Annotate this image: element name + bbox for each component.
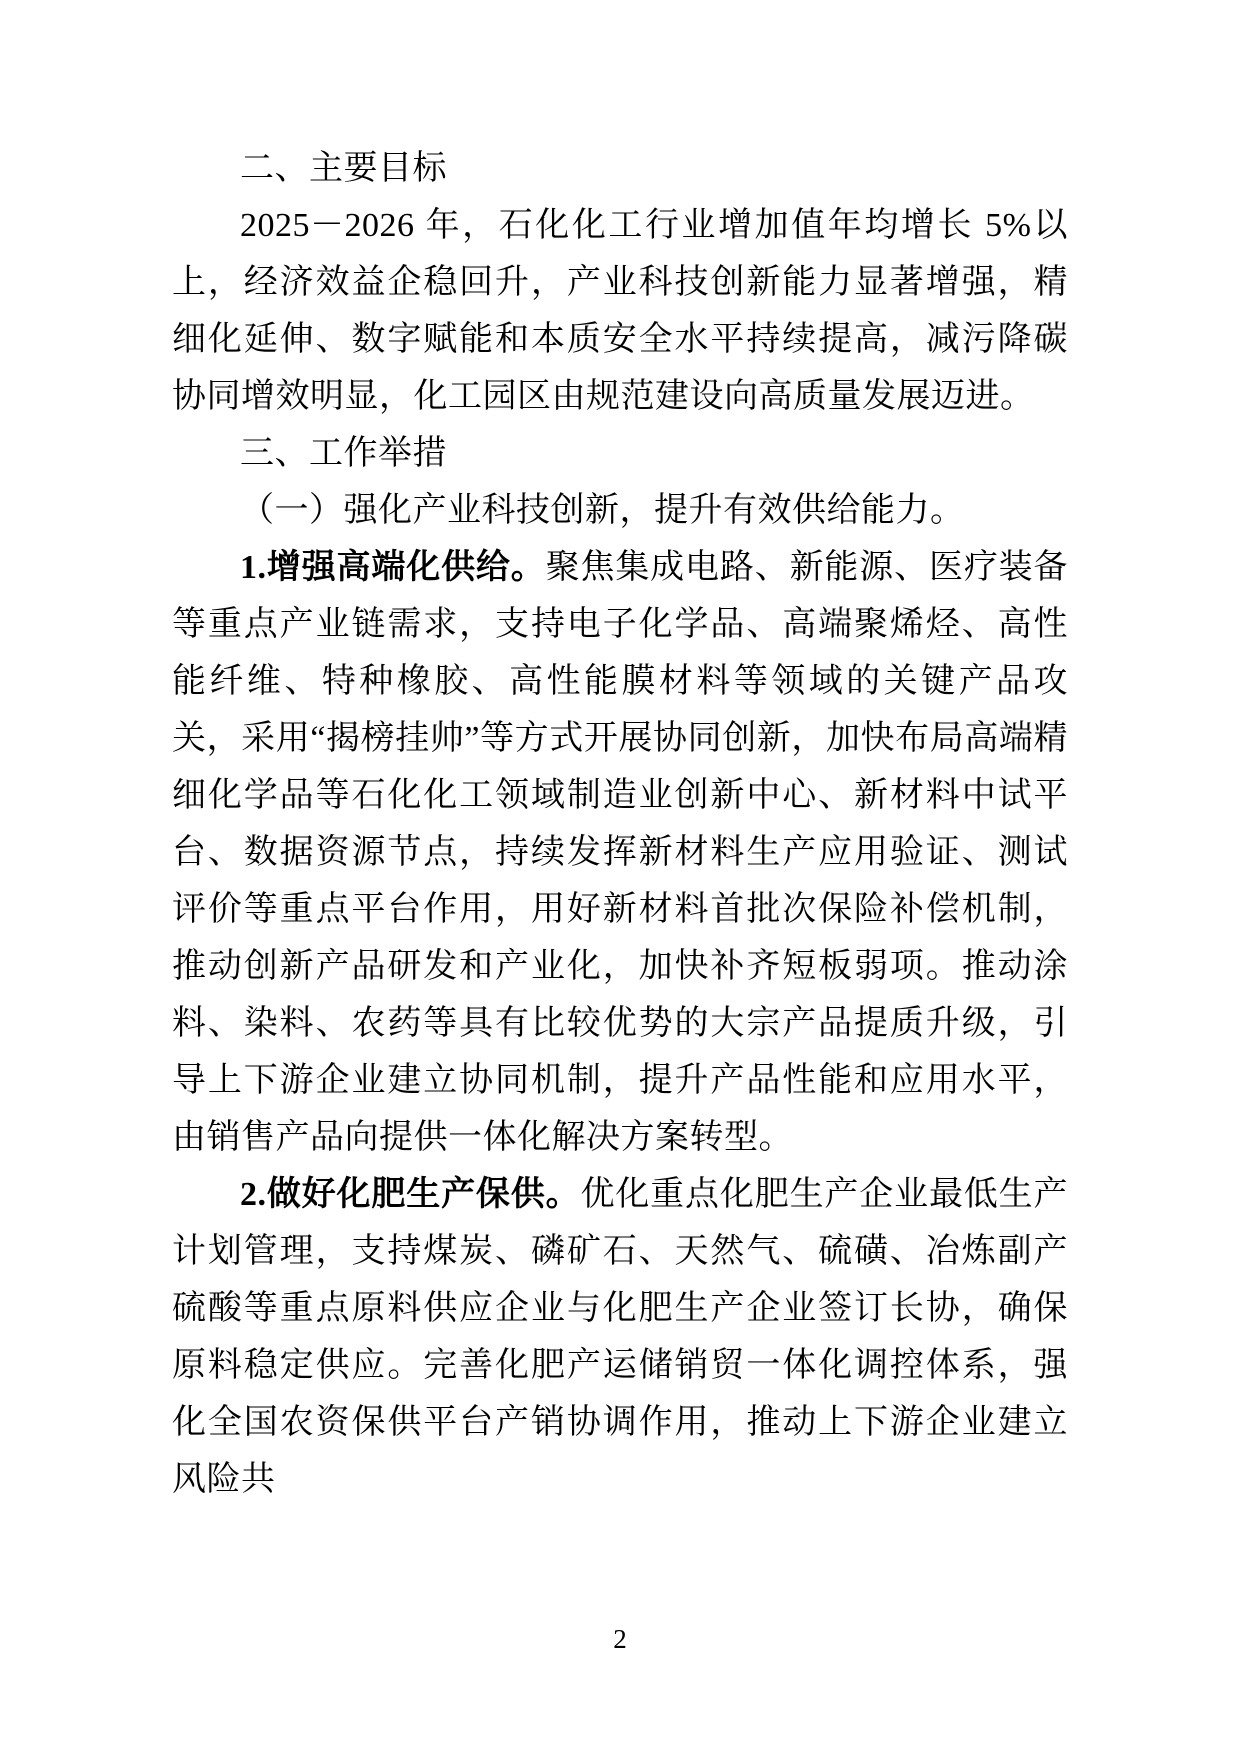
measure-2-lead: 2.做好化肥生产保供。	[240, 1176, 581, 1213]
section-heading-work-measures: 三、工作举措	[240, 434, 447, 472]
document-body	[172, 140, 1068, 1508]
measure-1-paragraph	[172, 539, 1068, 1166]
section-heading-main-goals: 二、主要目标	[240, 149, 447, 187]
measure-2-paragraph	[172, 1166, 1068, 1508]
measure-1-text: 聚焦集成电路、新能源、医疗装备等重点产业链需求，支持电子化学品、高端聚烯烃、高性能纤维、特种橡胶、高性能膜材料等领域的关键产品攻关，采用“揭榜挂帅”等方式开展协同创新，加快布局高端精细化学品等石化化工领域制造业创新中心、新材料中试平台、数据资源节点，持续发挥新材料生产应用验证、测试评价等重点平台作用，用好新材料首批次保险补偿机制，推动创新产品研发和产业化，加快补齐短板弱项。推动涂料、染料、农药等具有比较优势的大宗产品提质升级，引导上下游企业建立协同机制，提升产品性能和应用水平，由销售产品向提供一体化解决方案转型。	[172, 549, 1069, 1156]
page-number: 2	[613, 1624, 627, 1654]
measure-2-text: 优化重点化肥生产企业最低生产计划管理，支持煤炭、磷矿石、天然气、硫磺、冶炼副产硫酸等重点原料供应企业与化肥生产企业签订长协，确保原料稳定供应。完善化肥产运储销贸一体化调控体系，强化全国农资保供平台产销协调作用，推动上下游企业建立风险共	[172, 1176, 1069, 1498]
subsection-1-heading: （一）强化产业科技创新，提升有效供给能力。	[240, 492, 965, 529]
goals-paragraph: 2025－2026 年，石化化工行业增加值年均增长 5%以上，经济效益企稳回升，产业科技创新能力显著增强，精细化延伸、数字赋能和本质安全水平持续提高，减污降碳协同增效明显，化工园区由规范建设向高质量发展迈进。	[172, 207, 1068, 415]
measure-1-lead: 1.增强高端化供给。	[240, 549, 546, 586]
